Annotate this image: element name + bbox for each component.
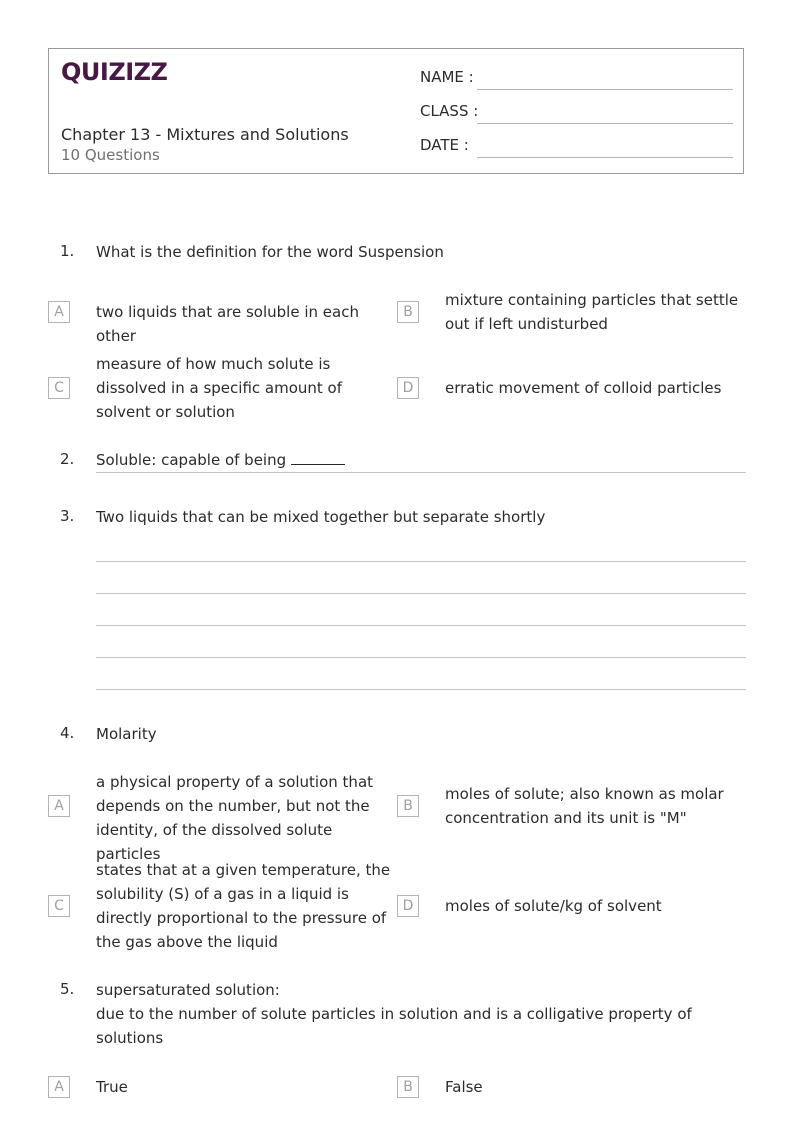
option-b-text: moles of solute; also known as molar concentration and its unit is "M" [445,785,724,827]
option-a-text: a physical property of a solution that depends on the number, but not the identity, of the dissolved solute particles [96,773,374,863]
question-number: 3. [60,507,75,525]
option-c-text: measure of how much solute is dissolved in a specific amount of solvent or solution [96,355,343,421]
option-c-text: states that at a given temperature, the solubility (S) of a gas in a liquid is directly proportional to the pressure of the gas above the liquid [96,861,391,951]
class-field[interactable] [477,123,733,124]
name-label: NAME : [420,68,474,86]
fill-in-blank[interactable] [291,450,345,465]
option-d-text: erratic movement of colloid particles [445,379,722,397]
worksheet-title: Chapter 13 - Mixtures and Solutions [61,125,349,144]
question-number: 1. [60,242,75,260]
question-text-line1: supersaturated solution: [96,981,280,999]
option-c-marker[interactable]: C [48,377,70,399]
option-b-text: mixture containing particles that settle out if left undisturbed [445,291,739,333]
question-number: 2. [60,450,75,468]
question-count: 10 Questions [61,146,160,164]
question-text: Molarity [96,725,157,743]
class-label: CLASS : [420,102,479,120]
option-a-text: two liquids that are soluble in each other [96,303,359,345]
answer-line[interactable] [96,472,746,473]
question-text: Two liquids that can be mixed together but separate shortly [96,508,546,526]
date-field[interactable] [477,157,733,158]
answer-line[interactable] [96,561,746,562]
option-b-text: False [445,1078,483,1096]
option-c-marker[interactable]: C [48,895,70,917]
option-b-marker[interactable]: B [397,795,419,817]
option-b-marker[interactable]: B [397,1076,419,1098]
option-d-marker[interactable]: D [397,895,419,917]
question-text: Soluble: capable of being [96,448,345,472]
answer-line[interactable] [96,689,746,690]
option-a-marker[interactable]: A [48,1076,70,1098]
answer-line[interactable] [96,657,746,658]
option-d-marker[interactable]: D [397,377,419,399]
question-number: 4. [60,724,75,742]
option-a-marker[interactable]: A [48,795,70,817]
question-number: 5. [60,980,75,998]
question-text-line2: due to the number of solute particles in solution and is a colligative property of solutions [96,1005,692,1047]
option-b-marker[interactable]: B [397,301,419,323]
answer-line[interactable] [96,625,746,626]
option-d-text: moles of solute/kg of solvent [445,897,662,915]
question-text: What is the definition for the word Suspension [96,243,444,261]
quizizz-logo: QUIZIZZ [61,58,168,86]
name-field[interactable] [477,89,733,90]
answer-line[interactable] [96,593,746,594]
option-a-text: True [96,1078,128,1096]
date-label: DATE : [420,136,469,154]
option-a-marker[interactable]: A [48,301,70,323]
